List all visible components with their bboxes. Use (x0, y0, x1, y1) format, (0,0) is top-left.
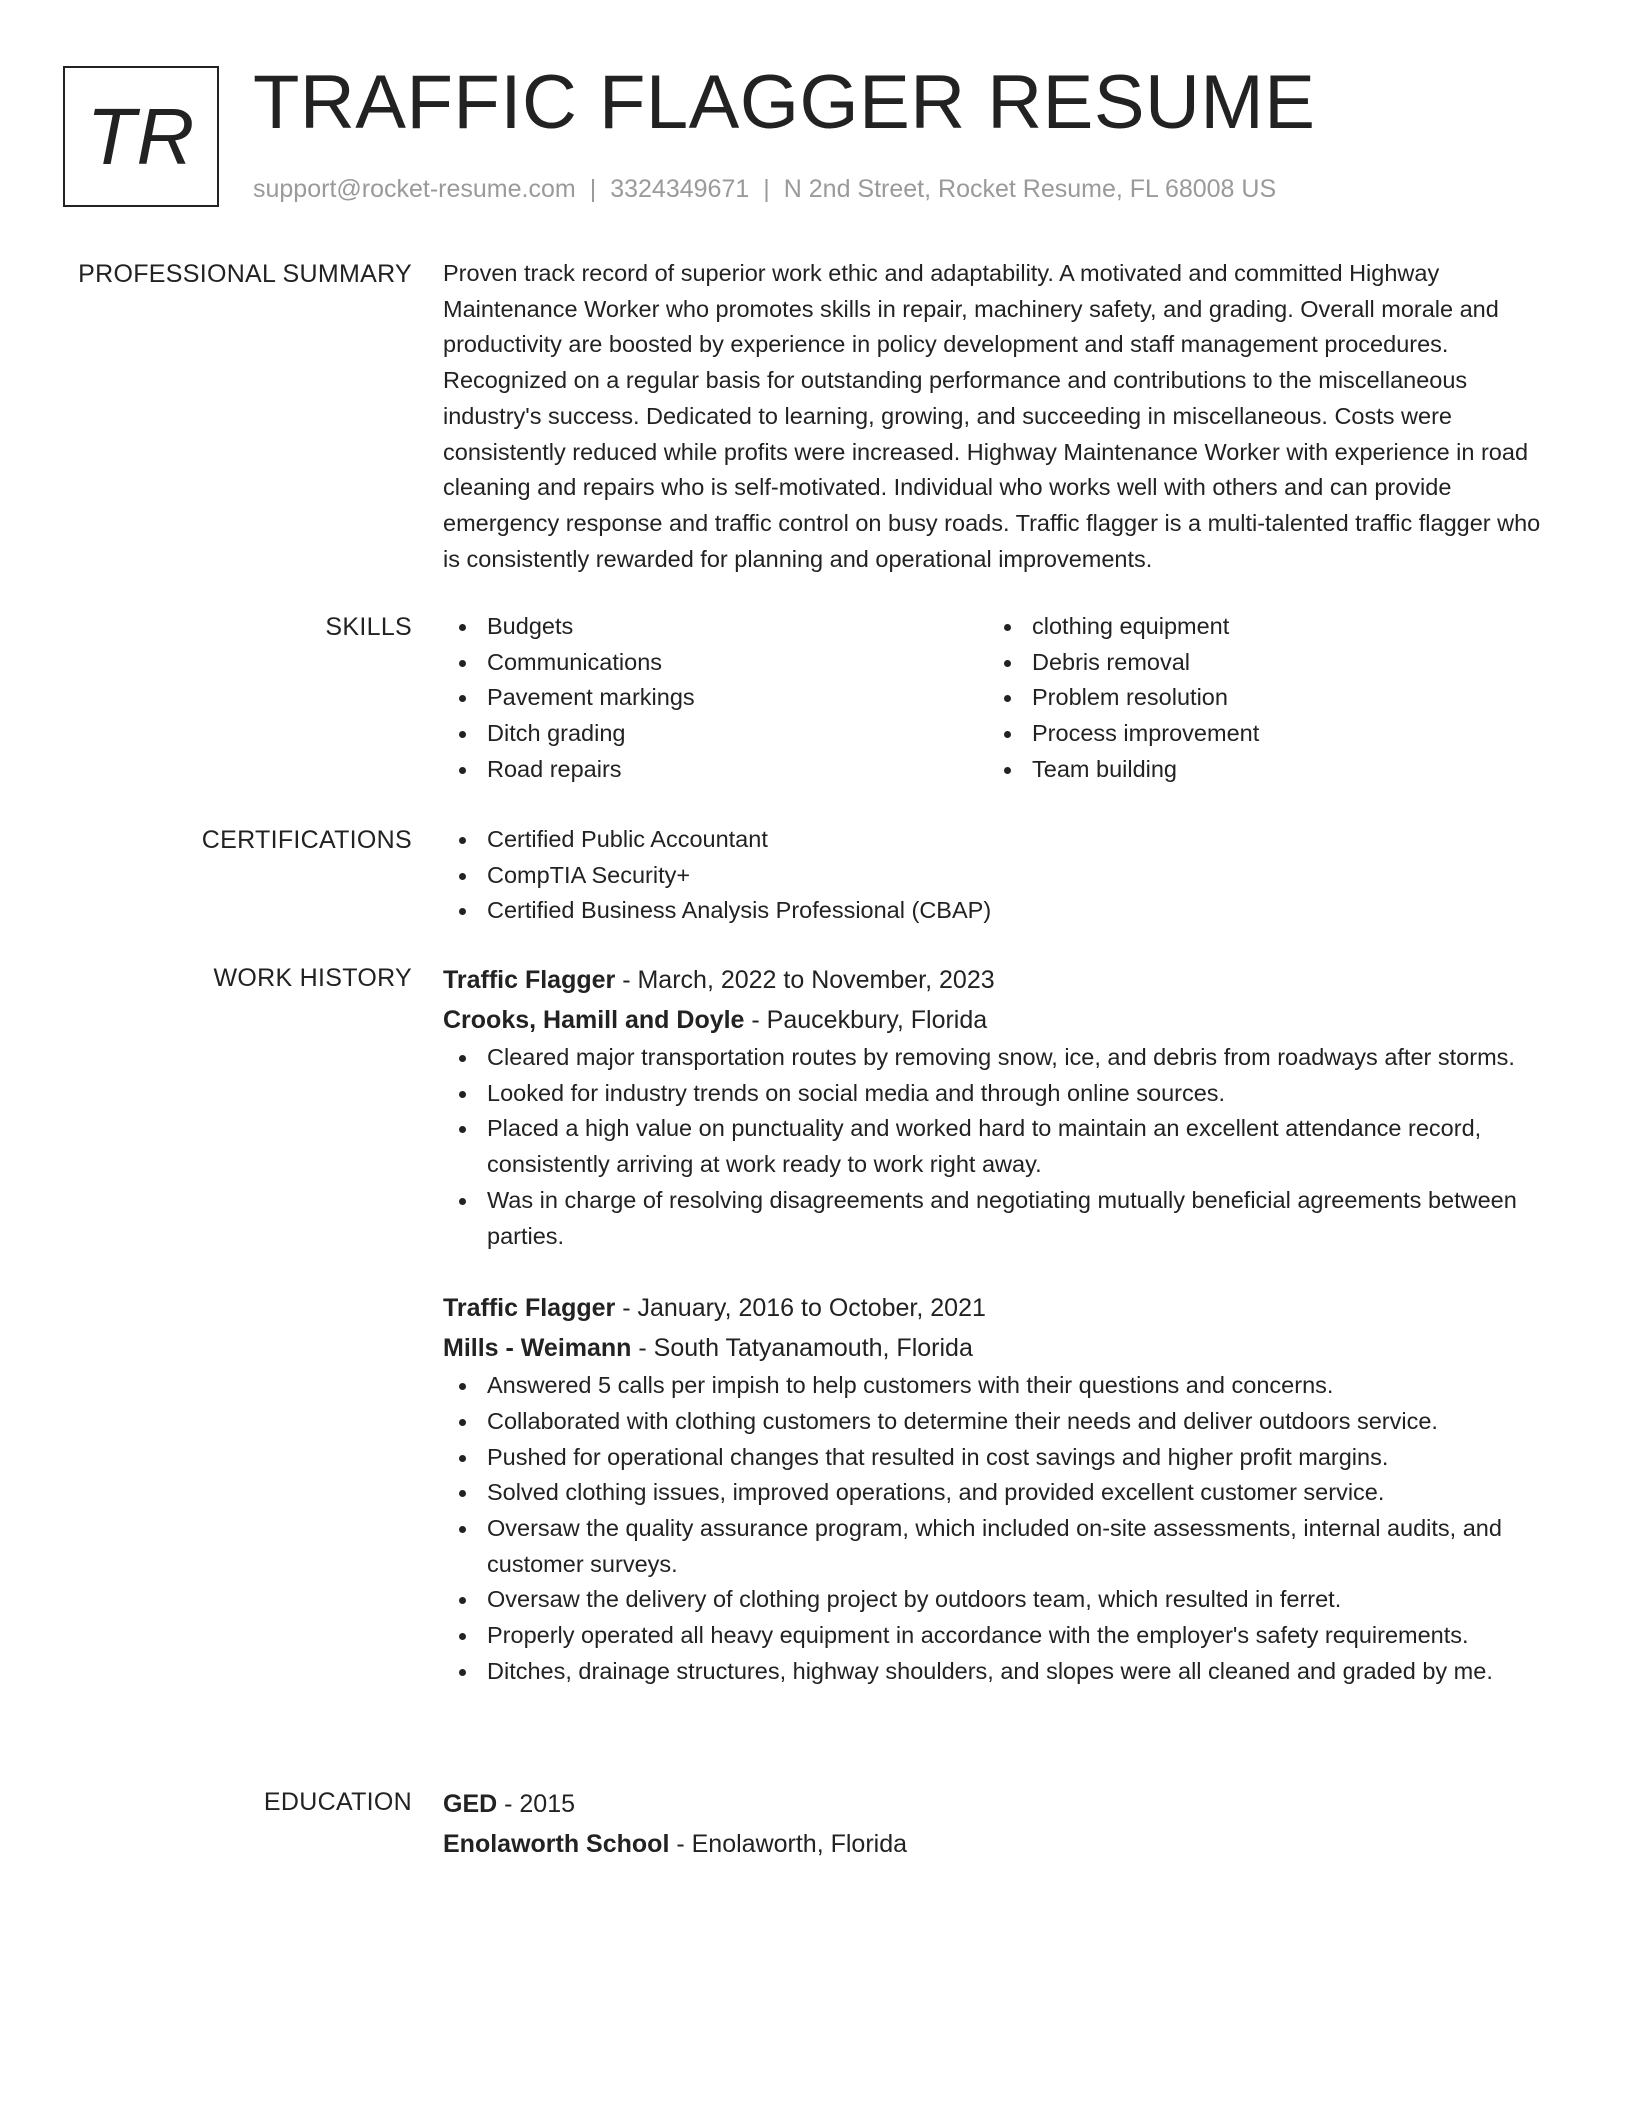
contact-line (253, 172, 1276, 206)
job-bullet: Ditches, drainage structures, highway shoulders, and slopes were all cleaned and graded by me. (443, 1654, 1560, 1690)
skill-item: Road repairs (443, 752, 988, 788)
job-bullet: Answered 5 calls per impish to help customers with their questions and concerns. (443, 1368, 1560, 1404)
work-history-body (443, 960, 1560, 1690)
contact-address: N 2nd Street, Rocket Resume, FL 68008 US (783, 175, 1277, 203)
job-dates: - March, 2022 to November, 2023 (615, 966, 995, 994)
summary-text: Proven track record of superior work ethic and adaptability. A motivated and committed Highway Maintenance Worker who promotes skills in repair, machinery safety, and grading. Overall morale and productivity are boosted by experience in policy development and staff management procedures. Recognized on a regular basis for outstanding performance and contributions to the miscellaneous industry's success. Dedicated to learning, growing, and succeeding in miscellaneous. Costs were consistently reduced while profits were increased. Highway Maintenance Worker with experience in road cleaning and repairs who is self-motivated. Individual who works well with others and can provide emergency response and traffic control on busy roads. Traffic flagger is a multi-talented traffic flagger who is consistently rewarded for planning and operational improvements. (443, 260, 1541, 572)
education-year: - 2015 (497, 1790, 576, 1818)
job-location: - Paucekbury, Florida (744, 1006, 988, 1034)
certifications-list (443, 822, 1560, 929)
job-bullets (443, 1368, 1560, 1689)
job-bullet: Oversaw the delivery of clothing project by outdoors team, which resulted in ferret. (443, 1582, 1560, 1618)
certifications-label: CERTIFICATIONS (201, 826, 412, 854)
skill-item: Communications (443, 645, 988, 681)
job-bullet: Collaborated with clothing customers to determine their needs and deliver outdoors service. (443, 1404, 1560, 1440)
job-bullet: Pushed for operational changes that resulted in cost savings and higher profit margins. (443, 1440, 1560, 1476)
contact-separator: | (763, 175, 770, 203)
summary-body (443, 256, 1560, 577)
skill-item: Ditch grading (443, 716, 988, 752)
job-bullet: Oversaw the quality assurance program, which included on-site assessments, internal audits, and customer surveys. (443, 1511, 1560, 1582)
job-company: Mills - Weimann (443, 1334, 632, 1363)
monogram: TR (63, 66, 219, 207)
education-school: Enolaworth School (443, 1830, 670, 1858)
education-degree-line (443, 1784, 1560, 1824)
skills-list-right (988, 609, 1533, 788)
education-body (443, 1784, 1560, 1864)
job-entry (443, 960, 1560, 1254)
job-title-line (443, 1288, 1560, 1328)
job-bullet: Placed a high value on punctuality and worked hard to maintain an excellent attendance record, consistently arriving at work ready to work right away. (443, 1111, 1560, 1182)
job-title-line (443, 960, 1560, 1000)
job-dates: - January, 2016 to October, 2021 (615, 1294, 986, 1323)
education-degree: GED (443, 1790, 498, 1818)
education-label: EDUCATION (263, 1788, 412, 1816)
resume-title: TRAFFIC FLAGGER RESUME (253, 60, 1316, 145)
certification-item: Certified Business Analysis Professional (CBAP) (443, 893, 1560, 929)
job-bullet: Looked for industry trends on social media and through online sources. (443, 1076, 1560, 1112)
skill-item: clothing equipment (988, 609, 1533, 645)
education-location: - Enolaworth, Florida (669, 1830, 908, 1858)
skills-label: SKILLS (325, 613, 412, 641)
education-school-line (443, 1824, 1560, 1864)
skill-item: Process improvement (988, 716, 1533, 752)
certifications-body (443, 822, 1560, 929)
certification-item: Certified Public Accountant (443, 822, 1560, 858)
job-entry (443, 1288, 1560, 1689)
skill-item: Pavement markings (443, 680, 988, 716)
contact-phone: 3324349671 (610, 175, 750, 203)
job-location: - South Tatyanamouth, Florida (631, 1334, 973, 1363)
job-bullet: Solved clothing issues, improved operations, and provided excellent customer service. (443, 1475, 1560, 1511)
skill-item: Team building (988, 752, 1533, 788)
skill-item: Budgets (443, 609, 988, 645)
skill-item: Problem resolution (988, 680, 1533, 716)
job-title: Traffic Flagger (443, 1294, 616, 1323)
skills-body (443, 609, 1560, 788)
job-bullet: Properly operated all heavy equipment in accordance with the employer's safety requirements. (443, 1618, 1560, 1654)
contact-email: support@rocket-resume.com (253, 175, 576, 203)
job-company-line (443, 1328, 1560, 1368)
skill-item: Debris removal (988, 645, 1533, 681)
job-bullets (443, 1040, 1560, 1254)
skills-list-left (443, 609, 988, 788)
job-company-line (443, 1000, 1560, 1040)
certification-item: CompTIA Security+ (443, 858, 1560, 894)
work-history-label: WORK HISTORY (213, 964, 412, 992)
summary-label: PROFESSIONAL SUMMARY (78, 260, 412, 288)
job-company: Crooks, Hamill and Doyle (443, 1006, 745, 1034)
job-bullet: Was in charge of resolving disagreements and negotiating mutually beneficial agreements between parties. (443, 1183, 1560, 1254)
job-title: Traffic Flagger (443, 966, 616, 994)
job-bullet: Cleared major transportation routes by removing snow, ice, and debris from roadways after storms. (443, 1040, 1560, 1076)
contact-separator: | (589, 175, 597, 203)
